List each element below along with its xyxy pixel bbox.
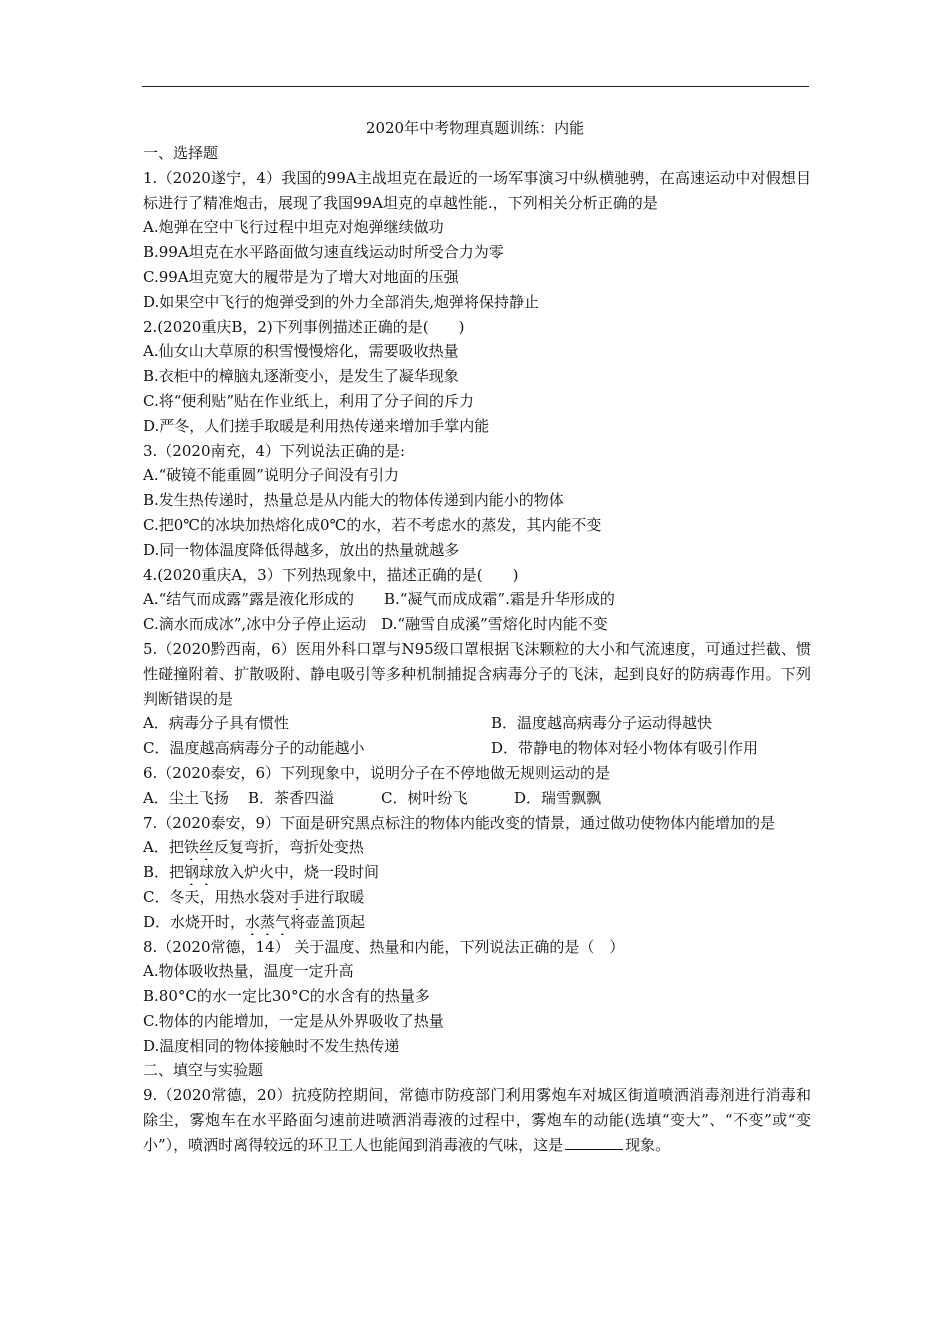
question-3-stem: 3.（2020南充，4）下列说法正确的是: <box>143 441 406 460</box>
question-3-option-b: B.发生热传递时，热量总是从内能大的物体传递到内能小的物体 <box>143 491 564 510</box>
option-text: 将壶盖顶起 <box>290 912 366 931</box>
dotted-term: 水蒸气 <box>245 912 291 931</box>
question-1-option-a: A.炮弹在空中飞行过程中坦克对炮弹继续做功 <box>143 218 444 237</box>
question-7-stem: 7.（2020泰安，9）下面是研究黑点标注的物体内能改变的情景，通过做功使物体内能增加的是 <box>143 813 776 832</box>
question-5-option-a: A．病毒分子具有惯性 <box>143 714 289 733</box>
option-text: 反复弯折，弯折处变热 <box>213 838 364 857</box>
document-title: 2020年中考物理真题训练：内能 <box>365 119 585 137</box>
question-9-stem <box>143 1083 811 1157</box>
question-7-option-b <box>143 860 811 885</box>
question-5-option-c: C．温度越高病毒分子的动能越小 <box>143 739 365 758</box>
question-8-stem: 8.（2020常德，14） 关于温度、热量和内能，下列说法正确的是（ ） <box>143 937 625 956</box>
header-rule <box>142 86 809 87</box>
question-1-stem: 1.（2020遂宁，4）我国的99A主战坦克在最近的一场军事演习中纵横驰骋，在高速运动中对假想目标进行了精准炮击，展现了我国99A坦克的卓越性能.，下列相关分析正确的是 <box>143 168 811 212</box>
question-5-stem: 5.（2020黔西南，6）医用外科口罩与N95级口罩根据飞沫颗粒的大小和气流速度，可通过拦截、惯性碰撞附着、扩散吸附、静电吸引等多种机制捕捉含病毒分子的飞沫，起到良好的防病毒作用。下列判断错误的是 <box>143 639 811 708</box>
section-heading-choice: 一、选择题 <box>143 144 219 162</box>
question-6-option-c: C．树叶纷飞 <box>381 788 468 807</box>
question-6-option-d: D．瑞雪飘飘 <box>514 788 602 807</box>
section-heading-fill: 二、填空与实验题 <box>143 1061 264 1080</box>
question-8-option-b: B.80°C的水一定比30°C的水含有的热量多 <box>143 987 430 1006</box>
question-2-stem: 2.(2020重庆B，2)下列事例描述正确的是( ) <box>143 317 465 336</box>
question-2-option-d: D.严冬，人们搓手取暖是利用热传递来增加手掌内能 <box>143 416 490 435</box>
question-6-option-b: B．茶香四溢 <box>248 788 335 807</box>
question-6-stem: 6.（2020泰安，6）下列现象中，说明分子在不停地做无规则运动的是 <box>143 763 611 782</box>
option-text: 进行取暖 <box>304 887 365 906</box>
question-8-option-a: A.物体吸收热量，温度一定升高 <box>143 962 354 981</box>
question-6-options <box>143 786 811 811</box>
question-5-option-b: B．温度越高病毒分子运动得越快 <box>491 714 713 733</box>
option-text: B．把 <box>143 863 185 882</box>
question-3-option-d: D.同一物体温度降低得越多，放出的热量就越多 <box>143 540 460 559</box>
dotted-term: 钢球 <box>184 863 215 882</box>
question-6-option-a: A．尘土飞扬 <box>143 788 229 807</box>
question-9-text: 9.（2020常德，20）抗疫防控期间，常德市防疫部门利用雾炮车对城区街道喷洒消毒剂进行消毒和除尘，雾炮车在水平路面匀速前进喷洒消毒液的过程中，雾炮车的动能(选填“变大”、“不变”或“变小”），喷洒时离得较远的环卫工人也能闻到消毒液的气味，这是 <box>143 1086 811 1154</box>
question-7-option-c <box>143 885 811 910</box>
dotted-term: 手 <box>289 887 305 906</box>
question-3-option-a: A.“破镜不能重圆”说明分子间没有引力 <box>143 466 399 485</box>
question-8-option-c: C.物体的内能增加，一定是从外界吸收了热量 <box>143 1011 444 1030</box>
question-2-option-c: C.将“便利贴”贴在作业纸上，利用了分子间的斥力 <box>143 391 475 410</box>
option-text: D．水烧开时， <box>143 912 246 931</box>
question-7-option-a <box>143 835 811 860</box>
question-7-option-d <box>143 910 811 935</box>
question-4-options-ab: A.“结气而成露”露是液化形成的 B.“凝气而成成霜”.霜是升华形成的 <box>143 590 615 609</box>
question-2-option-b: B.衣柜中的樟脑丸逐渐变小，是发生了凝华现象 <box>143 367 459 386</box>
question-9-tail: 现象。 <box>625 1135 671 1154</box>
question-4-stem: 4.(2020重庆A，3）下列热现象中，描述正确的是( ) <box>143 565 519 584</box>
question-8-option-d: D.温度相同的物体接触时不发生热传递 <box>143 1036 400 1055</box>
question-1-option-b: B.99A坦克在水平路面做匀速直线运动时所受合力为零 <box>143 243 504 262</box>
question-4-options-cd: C.滴水而成冰”,冰中分子停止运动 D.“融雪自成溪”雪熔化时内能不变 <box>143 615 608 634</box>
dotted-term: 铁丝 <box>183 838 214 857</box>
question-5-option-d: D．带静电的物体对轻小物体有吸引作用 <box>491 739 759 758</box>
option-text: C．冬天，用热水袋对 <box>143 887 290 906</box>
option-text: A．把 <box>143 838 184 857</box>
question-1-option-c: C.99A坦克宽大的履带是为了增大对地面的压强 <box>143 267 459 286</box>
answer-blank[interactable] <box>565 1135 623 1150</box>
question-5-options-row-1 <box>143 711 811 736</box>
question-3-option-c: C.把0℃的冰块加热熔化成0℃的水，若不考虑水的蒸发，其内能不变 <box>143 515 602 534</box>
question-1-option-d: D.如果空中飞行的炮弹受到的外力全部消失,炮弹将保持静止 <box>143 292 540 311</box>
question-5-options-row-2 <box>143 736 811 761</box>
question-2-option-a: A.仙女山大草原的积雪慢慢熔化，需要吸收热量 <box>143 342 459 361</box>
option-text: 放入炉火中，烧一段时间 <box>214 863 380 882</box>
document-body <box>143 141 811 1158</box>
